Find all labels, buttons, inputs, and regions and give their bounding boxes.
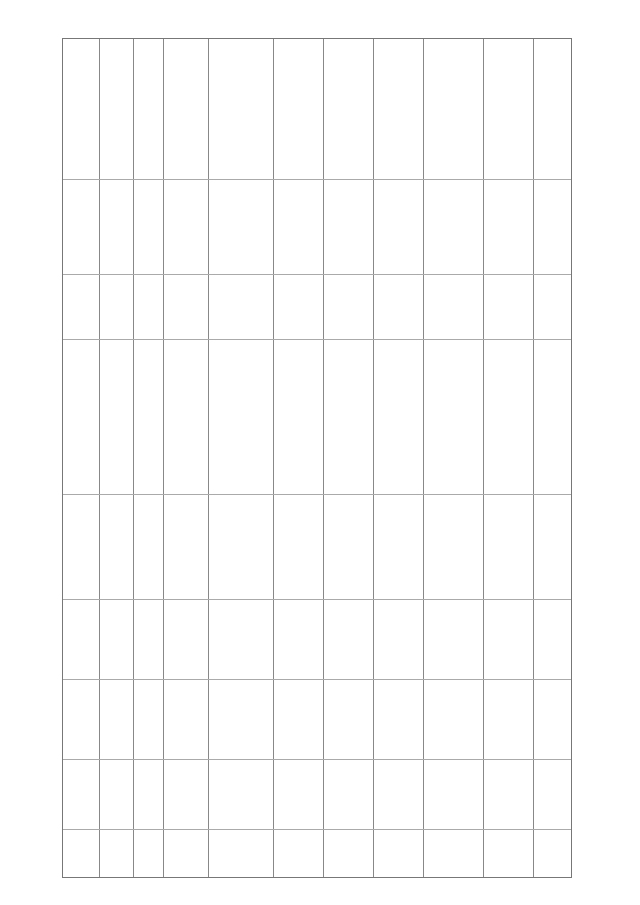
- column-rule: [323, 39, 324, 877]
- column-rule: [163, 39, 164, 877]
- row-rule: [63, 829, 571, 830]
- row-rule: [63, 759, 571, 760]
- column-rule: [483, 39, 484, 877]
- column-rule: [273, 39, 274, 877]
- row-rule: [63, 179, 571, 180]
- column-rule: [133, 39, 134, 877]
- column-rule: [533, 39, 534, 877]
- row-rule: [63, 339, 571, 340]
- column-rule: [373, 39, 374, 877]
- column-rule: [99, 39, 100, 877]
- rotated-table: [62, 38, 572, 878]
- row-rule: [63, 599, 571, 600]
- row-rule: [63, 494, 571, 495]
- row-rule: [63, 274, 571, 275]
- column-rule: [208, 39, 209, 877]
- column-rule: [423, 39, 424, 877]
- row-rule: [63, 679, 571, 680]
